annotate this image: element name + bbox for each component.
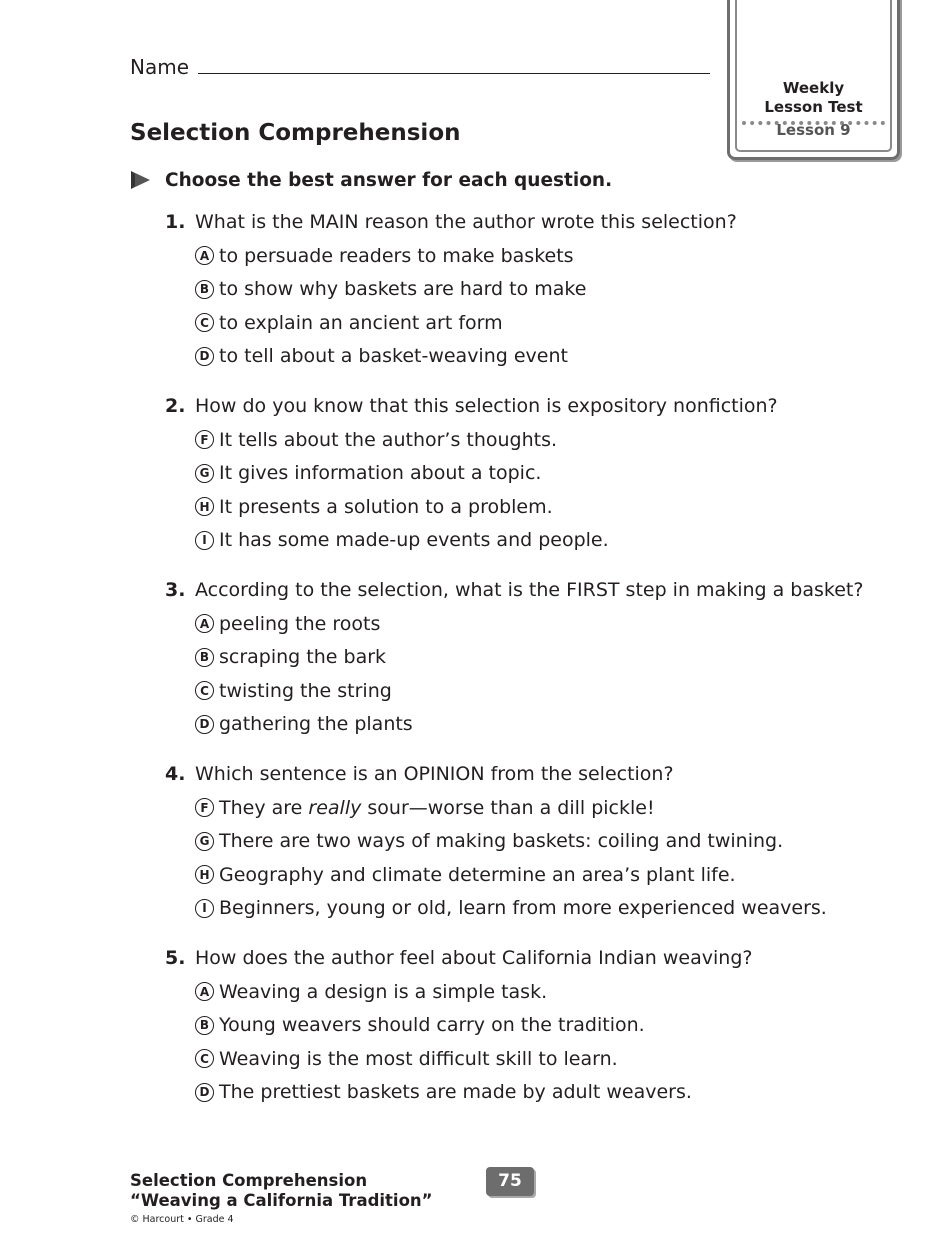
- answer-text: They are really sour—worse than a dill pickle!: [219, 796, 655, 819]
- answer-text: to persuade readers to make baskets: [219, 244, 574, 267]
- answer-option[interactable]: [195, 529, 885, 551]
- answer-option[interactable]: [195, 864, 885, 886]
- question-text: According to the selection, what is the FIRST step in making a basket?: [195, 579, 864, 601]
- answer-bubble[interactable]: A: [195, 982, 214, 1001]
- answer-text: There are two ways of making baskets: coiling and twining.: [219, 830, 784, 852]
- question-number: 4.: [165, 763, 186, 785]
- answer-text: to tell about a basket-weaving event: [219, 345, 568, 367]
- answer-text: It gives information about a topic.: [219, 462, 542, 484]
- answer-bubble[interactable]: B: [195, 1016, 214, 1035]
- badge-title: Weekly Lesson Test: [764, 79, 863, 116]
- answer-option[interactable]: [195, 613, 885, 635]
- answer-bubble[interactable]: C: [195, 1049, 214, 1068]
- answer-bubble[interactable]: B: [195, 280, 214, 299]
- answer-option[interactable]: [195, 312, 885, 334]
- answer-option[interactable]: [195, 278, 885, 300]
- answer-bubble[interactable]: C: [195, 681, 214, 700]
- question-2: [165, 395, 885, 551]
- answer-option[interactable]: [195, 981, 885, 1003]
- question-4: [165, 763, 885, 919]
- answer-text: It tells about the author’s thoughts.: [219, 428, 558, 451]
- answer-option[interactable]: [195, 462, 885, 484]
- footer-title: [130, 1171, 433, 1211]
- answer-option[interactable]: [195, 245, 885, 267]
- question-text: How does the author feel about California Indian weaving?: [195, 947, 753, 969]
- answer-bubble[interactable]: F: [195, 798, 214, 817]
- answer-text: It presents a solution to a problem.: [219, 495, 553, 518]
- answer-bubble[interactable]: I: [195, 531, 214, 550]
- answer-text: It has some made-up events and people.: [219, 529, 609, 551]
- answer-bubble[interactable]: I: [195, 899, 214, 918]
- answer-text: Young weavers should carry on the tradition.: [219, 1014, 645, 1036]
- answer-option[interactable]: [195, 646, 885, 668]
- answer-bubble[interactable]: F: [195, 430, 214, 449]
- answer-text: scraping the bark: [219, 646, 387, 668]
- answer-text: to show why baskets are hard to make: [219, 278, 587, 300]
- copyright: © Harcourt • Grade 4: [130, 1214, 234, 1225]
- question-text: How do you know that this selection is expository nonfiction?: [195, 395, 778, 417]
- question-text: Which sentence is an OPINION from the selection?: [195, 763, 674, 785]
- weekly-lesson-test-badge: [727, 0, 900, 160]
- badge-lesson: Lesson 9: [776, 121, 851, 139]
- answer-text: peeling the roots: [219, 612, 381, 635]
- answer-text: twisting the string: [219, 679, 392, 702]
- page-number: 75: [486, 1167, 534, 1196]
- answer-bubble[interactable]: G: [195, 464, 214, 483]
- footer-line-1: Selection Comprehension: [130, 1171, 368, 1190]
- question-1: [165, 211, 885, 367]
- answer-option[interactable]: [195, 897, 885, 919]
- answer-text: Weaving a design is a simple task.: [219, 980, 548, 1003]
- question-number: 3.: [165, 579, 186, 601]
- answer-option[interactable]: [195, 680, 885, 702]
- answer-bubble[interactable]: G: [195, 832, 214, 851]
- answer-option[interactable]: [195, 797, 885, 819]
- instruction: Choose the best answer for each question.: [165, 170, 613, 191]
- answer-bubble[interactable]: A: [195, 246, 214, 265]
- answer-option[interactable]: [195, 1014, 885, 1036]
- question-number: 2.: [165, 395, 186, 417]
- answer-text: Beginners, young or old, learn from more experienced weavers.: [219, 897, 827, 919]
- answer-option[interactable]: [195, 713, 885, 735]
- answer-bubble[interactable]: D: [195, 1083, 214, 1102]
- question-number: 1.: [165, 211, 186, 233]
- emphasis-text: really: [308, 796, 362, 819]
- answer-text: The prettiest baskets are made by adult weavers.: [219, 1081, 692, 1103]
- answer-text: Weaving is the most difficult skill to learn.: [219, 1047, 618, 1070]
- question-5: [165, 947, 885, 1103]
- answer-text: gathering the plants: [219, 713, 413, 735]
- name-label: Name: [130, 55, 190, 79]
- answer-bubble[interactable]: H: [195, 497, 214, 516]
- answer-option[interactable]: [195, 496, 885, 518]
- answer-text: Geography and climate determine an area’s plant life.: [219, 863, 736, 886]
- answer-option[interactable]: [195, 345, 885, 367]
- answer-bubble[interactable]: D: [195, 715, 214, 734]
- answer-bubble[interactable]: A: [195, 614, 214, 633]
- question-3: [165, 579, 885, 735]
- name-input-line[interactable]: [198, 73, 710, 74]
- footer-line-2: “Weaving a California Tradition”: [130, 1191, 433, 1210]
- question-text: What is the MAIN reason the author wrote this selection?: [195, 211, 737, 233]
- answer-bubble[interactable]: H: [195, 865, 214, 884]
- answer-option[interactable]: [195, 830, 885, 852]
- question-number: 5.: [165, 947, 186, 969]
- answer-option[interactable]: [195, 429, 885, 451]
- answer-bubble[interactable]: D: [195, 347, 214, 366]
- arrow-pointer-icon: [129, 169, 151, 191]
- section-title: Selection Comprehension: [130, 120, 461, 146]
- answer-option[interactable]: [195, 1081, 885, 1103]
- answer-option[interactable]: [195, 1048, 885, 1070]
- answer-bubble[interactable]: C: [195, 313, 214, 332]
- answer-text: to explain an ancient art form: [219, 311, 503, 334]
- answer-bubble[interactable]: B: [195, 648, 214, 667]
